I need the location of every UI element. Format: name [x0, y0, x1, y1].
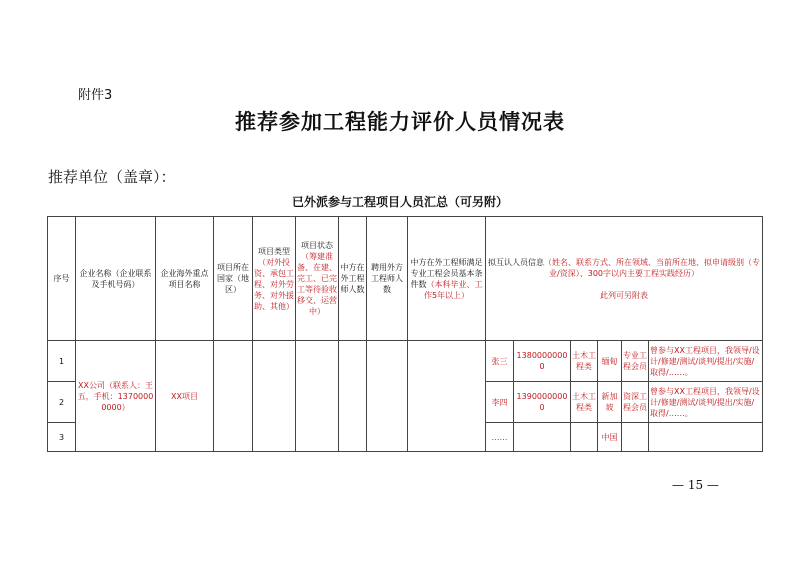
header-candidates: 拟互认人员信息（姓名、联系方式、所在领域、当前所在地、拟申请级别（专业/资深）、300字以内主要工程实践经历） 此列可另附表 — [486, 217, 763, 341]
candidate-location: 新加坡 — [598, 382, 622, 423]
header-company: 企业名称（企业联系及手机号码） — [76, 217, 156, 341]
header-seq: 序号 — [48, 217, 76, 341]
row-seq: 1 — [48, 341, 76, 382]
header-row — [48, 217, 763, 341]
candidate-experience: 曾参与XX工程项目，我领导/设计/修建/测试/谈判/提出/实施/取得/……。 — [649, 341, 763, 382]
candidate-field: 土木工程类 — [571, 382, 598, 423]
candidate-phone: 13900000000 — [514, 382, 571, 423]
candidate-field: 土木工程类 — [571, 341, 598, 382]
personnel-table — [47, 216, 763, 452]
header-qualified-count: 中方在外工程师满足专业工程会员基本条件数（本科毕业、工作5年以上） — [408, 217, 486, 341]
candidate-location: 中国 — [598, 423, 622, 452]
candidate-field — [571, 423, 598, 452]
attachment-label: 附件3 — [78, 88, 113, 103]
company-cell: XX公司（联系人：王五，手机：13700000000） — [76, 341, 156, 452]
project-cell: XX项目 — [156, 341, 214, 452]
candidate-experience — [649, 423, 763, 452]
candidate-phone — [514, 423, 571, 452]
candidate-name: …… — [486, 423, 514, 452]
document-title: 推荐参加工程能力评价人员情况表 — [235, 109, 565, 134]
header-country: 项目所在国家（地区） — [214, 217, 253, 341]
candidate-name: 张三 — [486, 341, 514, 382]
candidate-name: 李四 — [486, 382, 514, 423]
candidate-level — [622, 423, 649, 452]
page-number: — 15 — — [672, 478, 719, 492]
table-title: 已外派参与工程项目人员汇总（可另附） — [291, 195, 508, 209]
header-project-type: 项目类型（对外投资、承包工程、对外劳务、对外援助、其他） — [253, 217, 296, 341]
header-project-status: 项目状态（筹建准备、在建、完工、已完工等待验收移交、运营中） — [296, 217, 339, 341]
candidate-level: 专业工程会员 — [622, 341, 649, 382]
candidate-experience: 曾参与XX工程项目，我领导/设计/修建/测试/谈判/提出/实施/取得/……。 — [649, 382, 763, 423]
candidate-location: 缅甸 — [598, 341, 622, 382]
header-chinese-engineers: 中方在外工程师人数 — [339, 217, 367, 341]
candidate-level: 资深工程会员 — [622, 382, 649, 423]
recommending-unit-label: 推荐单位（盖章）： — [48, 168, 176, 186]
row-seq: 2 — [48, 382, 76, 423]
header-project: 企业海外重点项目名称 — [156, 217, 214, 341]
candidate-phone: 13800000000 — [514, 341, 571, 382]
row-seq: 3 — [48, 423, 76, 452]
table-row — [48, 341, 763, 382]
header-foreign-engineers: 聘用外方工程师人数 — [367, 217, 408, 341]
